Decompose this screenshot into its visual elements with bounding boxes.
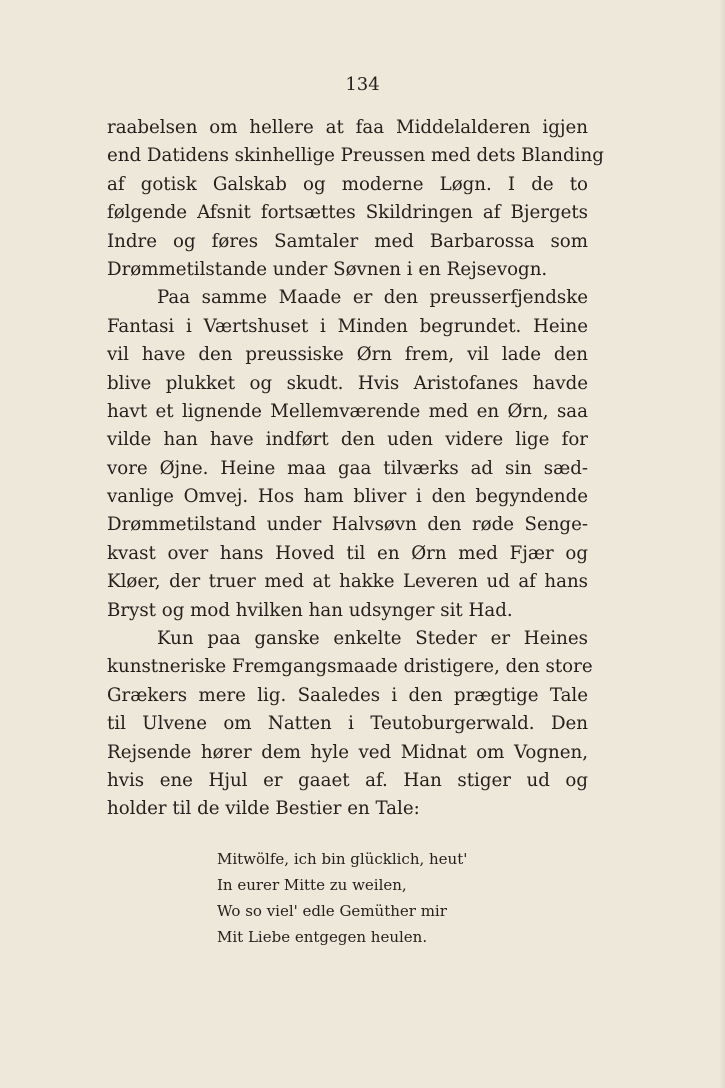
poem-line: In eurer Mitte zu weilen,	[217, 876, 407, 894]
text-line: vore Øjne. Heine maa gaa tilværks ad sin sæd-	[107, 457, 588, 479]
page-number: 134	[345, 74, 380, 95]
text-line: end Datidens skinhellige Preussen med dets Blanding	[107, 145, 604, 167]
poem-line: Wo so viel' edle Gemüther mir	[217, 902, 447, 920]
text-line: Drømmetilstande under Søvnen i en Rejsevogn.	[107, 258, 548, 280]
text-line: følgende Afsnit fortsættes Skildringen af Bjergets	[107, 202, 588, 224]
text-line: havt et lignende Mellemværende med en Ørn, saa	[107, 400, 588, 422]
poem-line: Mit Liebe entgegen heulen.	[217, 928, 428, 946]
text-line: vilde han have indført den uden videre lige for	[107, 429, 588, 451]
text-line: raabelsen om hellere at faa Middelalderen igjen	[107, 117, 588, 138]
text-line: blive plukket og skudt. Hvis Aristofanes havde	[107, 372, 588, 394]
text-line: kunstneriske Fremgangsmaade dristigere, den store	[107, 656, 593, 678]
text-line: Bryst og mod hvilken han udsynger sit Had.	[107, 599, 513, 621]
text-line: Kløer, der truer med at hakke Leveren ud af hans	[107, 571, 588, 593]
body-text	[107, 114, 604, 824]
text-line: vil have den preussiske Ørn frem, vil lade den	[107, 344, 588, 366]
text-line: til Ulvene om Natten i Teutoburgerwald. Den	[107, 713, 588, 735]
page-edge-shadow	[719, 0, 725, 1088]
text-line: Drømmetilstand under Halvsøvn den røde Senge-	[107, 514, 588, 536]
text-line: hvis ene Hjul er gaaet af. Han stiger ud og	[107, 769, 588, 791]
text-line: Grækers mere lig. Saaledes i den prægtige Tale	[107, 684, 588, 706]
text-line: kvast over hans Hoved til en Ørn med Fjær og	[107, 542, 588, 564]
text-line: holder til de vilde Bestier en Tale:	[107, 798, 420, 820]
text-line: Indre og føres Samtaler med Barbarossa som	[107, 230, 588, 252]
poem-quote	[217, 846, 517, 950]
poem-line: Mitwölfe, ich bin glücklich, heut'	[217, 850, 468, 868]
text-line: Kun paa ganske enkelte Steder er Heines	[157, 628, 588, 650]
text-line: Paa samme Maade er den preusserfjendske	[157, 287, 588, 309]
text-line: Rejsende hører dem hyle ved Midnat om Vognen,	[107, 741, 588, 763]
text-line: af gotisk Galskab og moderne Løgn. I de to	[107, 173, 588, 195]
text-line: Fantasi i Værtshuset i Minden begrundet. Heine	[107, 315, 588, 337]
text-line: vanlige Omvej. Hos ham bliver i den begyndende	[107, 486, 588, 508]
